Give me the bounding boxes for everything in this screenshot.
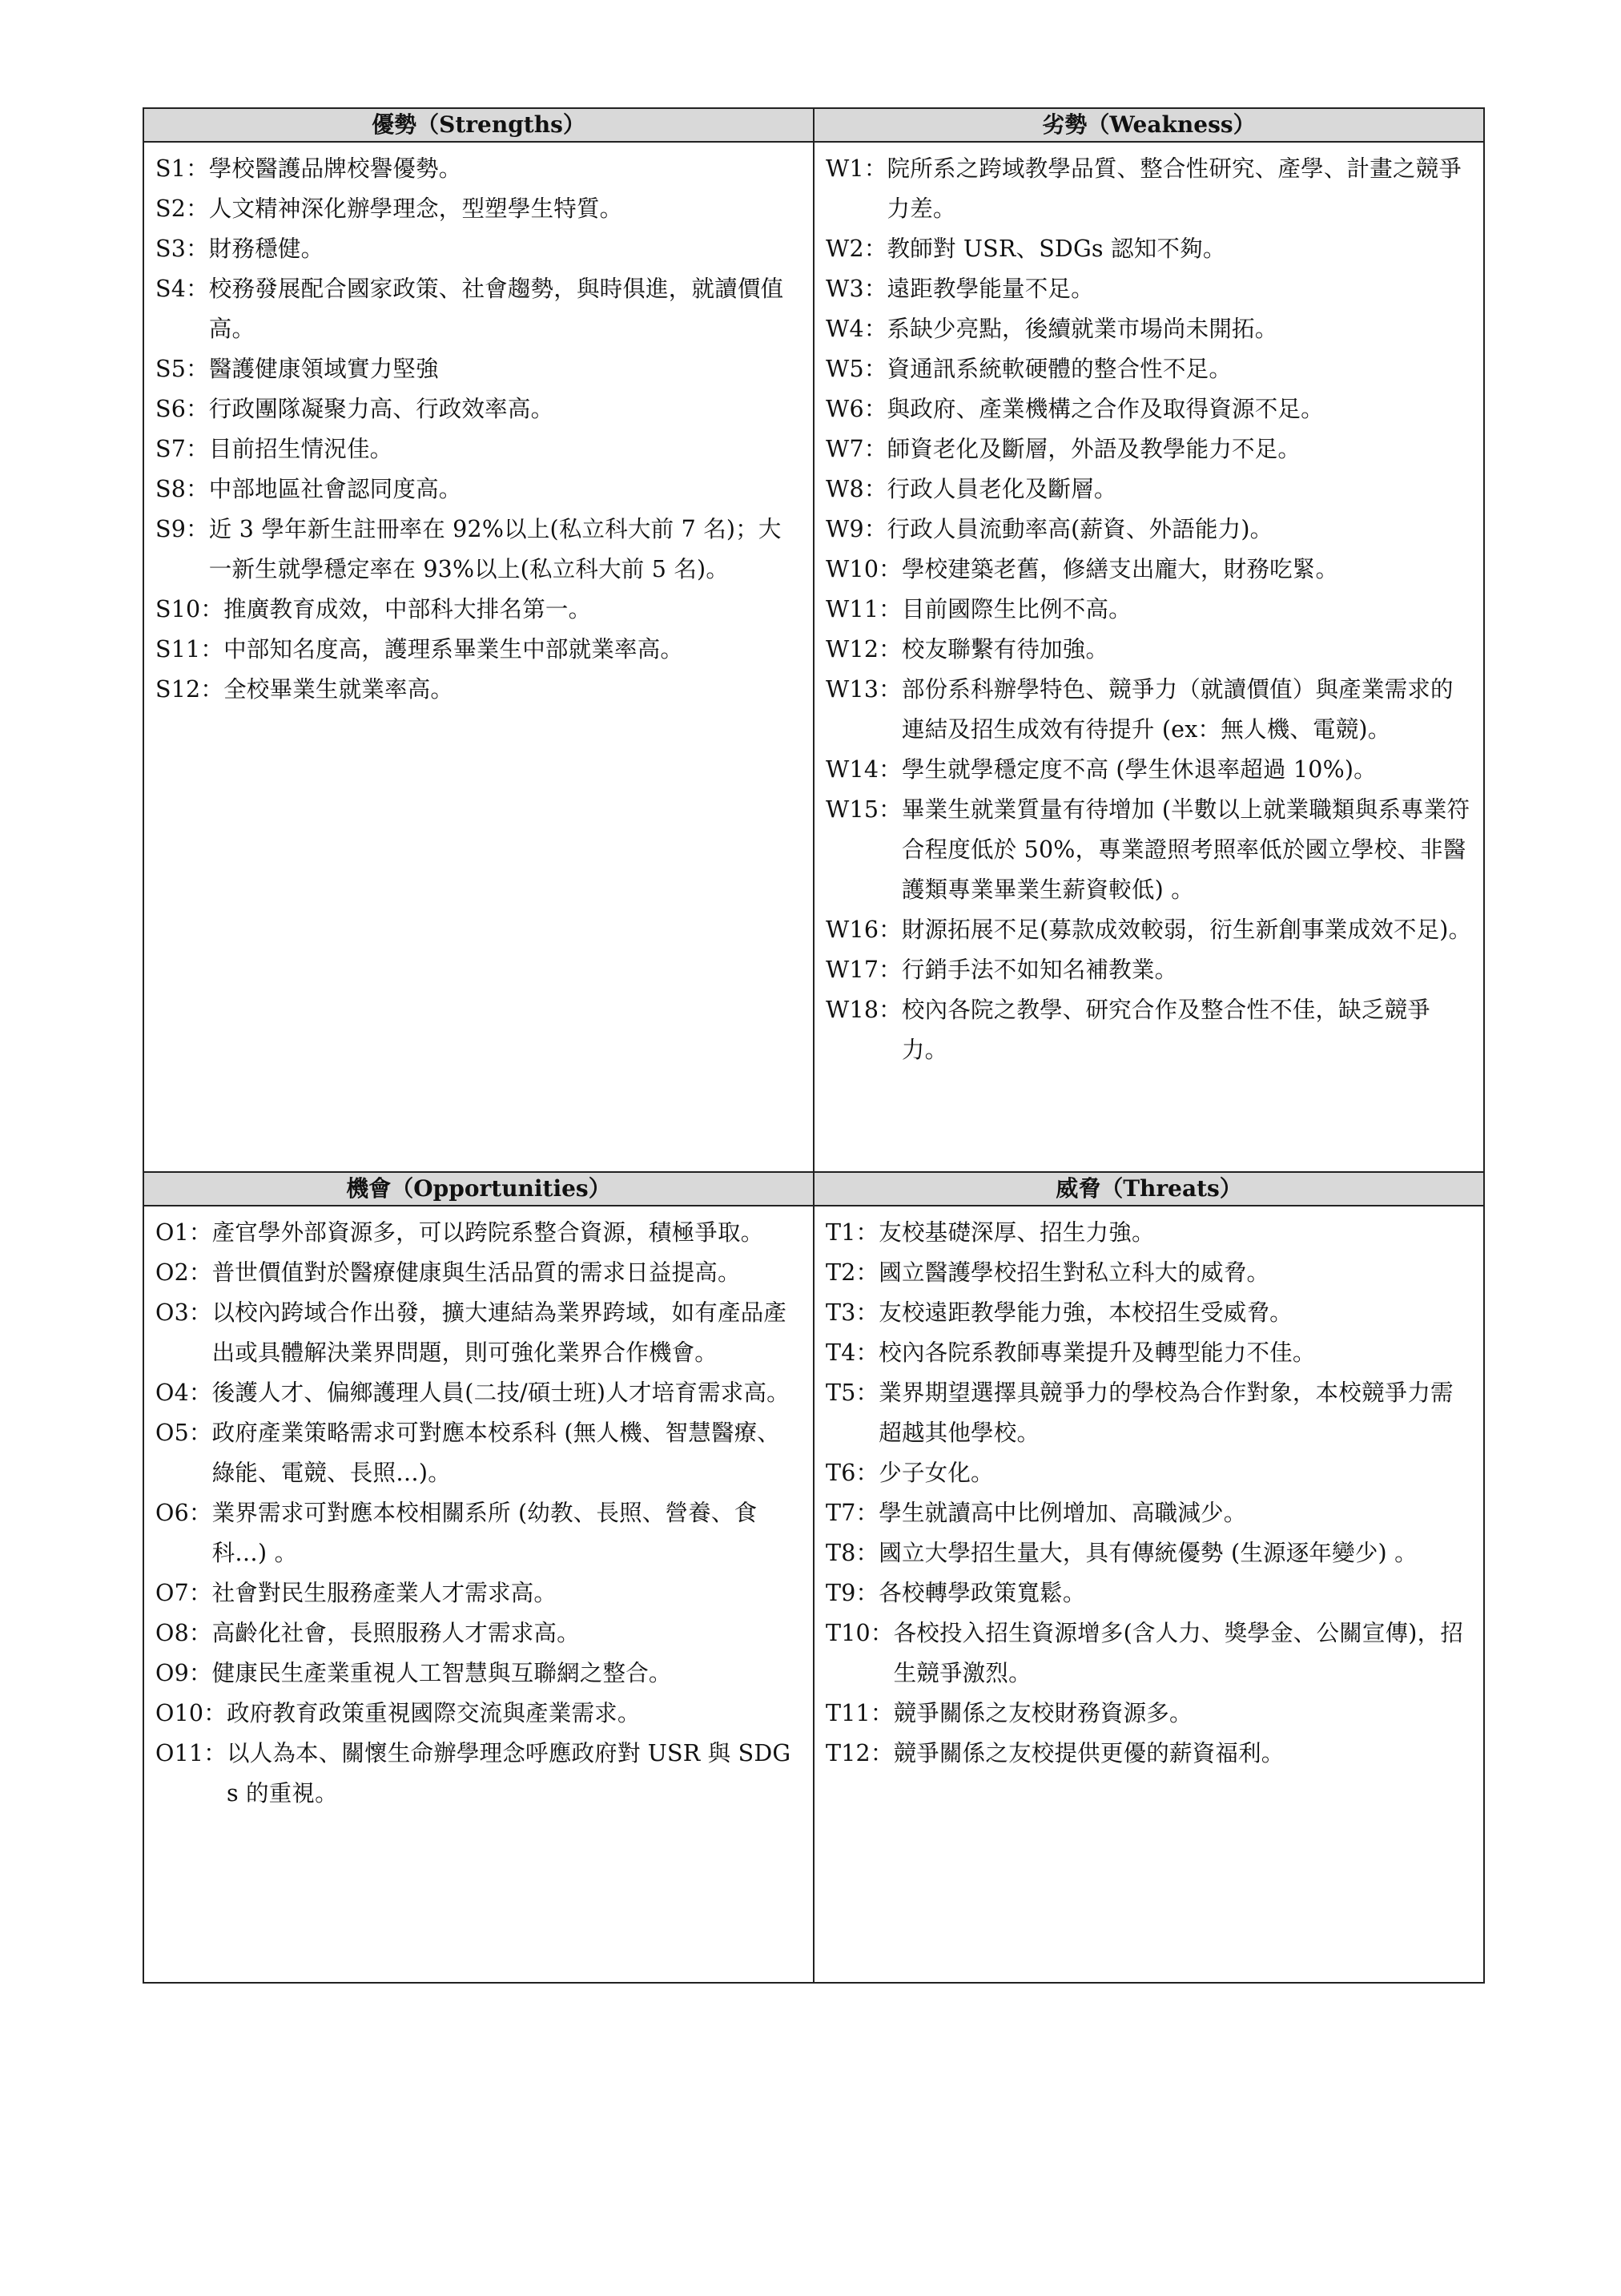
item-code: O3 ： bbox=[155, 1293, 212, 1373]
item-text: 行政人員老化及斷層。 bbox=[887, 476, 1117, 502]
opportunity-item bbox=[155, 1694, 802, 1734]
weakness-item bbox=[826, 790, 1472, 910]
threats-header: 威脅（Threats） bbox=[814, 1172, 1484, 1206]
weakness-item bbox=[826, 990, 1472, 1070]
item-code: W17 ： bbox=[826, 950, 902, 990]
swot-header-row-top bbox=[143, 108, 1484, 142]
item-text: 推廣教育成效，中部科大排名第一。 bbox=[223, 596, 592, 622]
strength-item bbox=[155, 389, 802, 429]
item-text: 學校建築老舊，修繕支出龐大，財務吃緊。 bbox=[901, 556, 1339, 582]
item-code: S12 ： bbox=[155, 670, 223, 710]
strength-item bbox=[155, 149, 802, 189]
item-code: O4 ： bbox=[155, 1373, 212, 1413]
strength-item bbox=[155, 269, 802, 349]
item-text: 以人為本、關懷生命辦學理念呼應政府對 USR 與 SDGs 的重視。 bbox=[226, 1740, 791, 1807]
item-code: S1 ： bbox=[155, 149, 209, 189]
weakness-item bbox=[826, 910, 1472, 950]
item-code: O9 ： bbox=[155, 1654, 212, 1694]
strengths-list bbox=[155, 149, 802, 710]
item-text: 全校畢業生就業率高。 bbox=[223, 676, 454, 703]
item-code: O11 ： bbox=[155, 1734, 227, 1814]
strength-item bbox=[155, 229, 802, 269]
swot-header-row-bottom bbox=[143, 1172, 1484, 1206]
item-text: 近 3 學年新生註冊率在 92%以上(私立科大前 7 名)；大一新生就學穩定率在 93%以上(私立科大前 5 名)。 bbox=[208, 516, 782, 582]
item-code: S2 ： bbox=[155, 189, 209, 229]
weakness-item bbox=[826, 429, 1472, 469]
item-text: 國立醫護學校招生對私立科大的威脅。 bbox=[879, 1259, 1270, 1286]
item-text: 校友聯繫有待加強。 bbox=[901, 636, 1109, 663]
weakness-item bbox=[826, 269, 1472, 309]
item-text: 政府教育政策重視國際交流與產業需求。 bbox=[226, 1700, 641, 1726]
item-code: S7 ： bbox=[155, 429, 209, 469]
opportunity-item bbox=[155, 1253, 802, 1293]
item-text: 政府產業策略需求可對應本校系科 (無人機、智慧醫療、綠能、電競、長照…)。 bbox=[211, 1420, 780, 1486]
item-text: 中部知名度高，護理系畢業生中部就業率高。 bbox=[223, 636, 684, 663]
threat-item bbox=[826, 1333, 1472, 1373]
item-code: W14 ： bbox=[826, 750, 902, 790]
strength-item bbox=[155, 630, 802, 670]
weakness-item bbox=[826, 349, 1472, 389]
item-code: T4 ： bbox=[826, 1333, 879, 1373]
item-text: 師資老化及斷層，外語及教學能力不足。 bbox=[887, 436, 1301, 462]
item-code: W3 ： bbox=[826, 269, 887, 309]
item-code: O10 ： bbox=[155, 1694, 227, 1734]
item-code: O8 ： bbox=[155, 1613, 212, 1654]
item-code: W16 ： bbox=[826, 910, 902, 950]
opportunity-item bbox=[155, 1654, 802, 1694]
item-code: W5 ： bbox=[826, 349, 887, 389]
strength-item bbox=[155, 670, 802, 710]
strength-item bbox=[155, 590, 802, 630]
threat-item bbox=[826, 1293, 1472, 1333]
item-code: S3 ： bbox=[155, 229, 209, 269]
item-text: 目前招生情況佳。 bbox=[208, 436, 393, 462]
item-code: T2 ： bbox=[826, 1253, 879, 1293]
item-code: W1 ： bbox=[826, 149, 887, 229]
weakness-item bbox=[826, 309, 1472, 349]
item-text: 少子女化。 bbox=[879, 1460, 994, 1486]
item-text: 與政府、產業機構之合作及取得資源不足。 bbox=[887, 396, 1324, 422]
weakness-item bbox=[826, 750, 1472, 790]
opportunity-item bbox=[155, 1373, 802, 1413]
opportunity-item bbox=[155, 1293, 802, 1373]
item-text: 教師對 USR、SDGs 認知不夠。 bbox=[887, 236, 1226, 262]
weakness-item bbox=[826, 590, 1472, 630]
weakness-item bbox=[826, 229, 1472, 269]
item-code: S8 ： bbox=[155, 469, 209, 510]
threats-list bbox=[826, 1213, 1472, 1774]
opportunities-header: 機會（Opportunities） bbox=[143, 1172, 814, 1206]
item-code: T5 ： bbox=[826, 1373, 879, 1453]
item-code: T6 ： bbox=[826, 1453, 879, 1493]
item-text: 學生就學穩定度不高 (學生休退率超過 10%)。 bbox=[901, 756, 1377, 783]
item-code: W15 ： bbox=[826, 790, 902, 910]
item-text: 競爭關係之友校財務資源多。 bbox=[893, 1700, 1193, 1726]
item-text: 以校內跨域合作出發，擴大連結為業界跨域，如有產品產出或具體解決業界問題，則可強化業界合作機會。 bbox=[211, 1299, 787, 1366]
strength-item bbox=[155, 189, 802, 229]
item-text: 競爭關係之友校提供更優的薪資福利。 bbox=[893, 1740, 1285, 1766]
item-code: O5 ： bbox=[155, 1413, 212, 1493]
item-text: 財源拓展不足(募款成效較弱，衍生新創事業成效不足)。 bbox=[901, 916, 1472, 943]
item-code: W11 ： bbox=[826, 590, 902, 630]
item-text: 遠距教學能量不足。 bbox=[887, 276, 1094, 302]
item-text: 友校遠距教學能力強，本校招生受威脅。 bbox=[879, 1299, 1293, 1326]
swot-table bbox=[143, 107, 1485, 1984]
opportunity-item bbox=[155, 1573, 802, 1613]
weakness-item bbox=[826, 389, 1472, 429]
item-code: O2 ： bbox=[155, 1253, 212, 1293]
item-code: W12 ： bbox=[826, 630, 902, 670]
threat-item bbox=[826, 1573, 1472, 1613]
opportunities-list bbox=[155, 1213, 802, 1814]
item-code: T1 ： bbox=[826, 1213, 879, 1253]
threat-item bbox=[826, 1453, 1472, 1493]
weakness-item bbox=[826, 149, 1472, 229]
opportunity-item bbox=[155, 1493, 802, 1573]
item-code: T12 ： bbox=[826, 1734, 894, 1774]
threat-item bbox=[826, 1373, 1472, 1453]
item-text: 行政人員流動率高(薪資、外語能力)。 bbox=[887, 516, 1273, 542]
opportunity-item bbox=[155, 1613, 802, 1654]
opportunity-item bbox=[155, 1213, 802, 1253]
item-code: W13 ： bbox=[826, 670, 902, 750]
item-text: 目前國際生比例不高。 bbox=[901, 596, 1132, 622]
item-code: W6 ： bbox=[826, 389, 887, 429]
threat-item bbox=[826, 1493, 1472, 1533]
item-text: 畢業生就業質量有待增加 (半數以上就業職類與系專業符合程度低於 50%，專業證照考照率低於國立學校、非醫護類專業畢業生薪資較低) 。 bbox=[901, 796, 1470, 903]
item-code: W9 ： bbox=[826, 510, 887, 550]
swot-content-row-top bbox=[143, 142, 1484, 1172]
item-text: 校務發展配合國家政策、社會趨勢，與時俱進，就讀價值高。 bbox=[208, 276, 784, 342]
item-code: W4 ： bbox=[826, 309, 887, 349]
item-code: W2 ： bbox=[826, 229, 887, 269]
item-text: 學校醫護品牌校譽優勢。 bbox=[208, 155, 462, 182]
weakness-item bbox=[826, 670, 1472, 750]
item-text: 財務穩健。 bbox=[208, 236, 324, 262]
item-text: 後護人才、偏鄉護理人員(二技/碩士班)人才培育需求高。 bbox=[211, 1380, 790, 1406]
threat-item bbox=[826, 1533, 1472, 1573]
item-text: 產官學外部資源多，可以跨院系整合資源，積極爭取。 bbox=[211, 1219, 764, 1246]
strengths-header: 優勢（Strengths） bbox=[143, 108, 814, 142]
weakness-item bbox=[826, 630, 1472, 670]
item-text: 各校轉學政策寬鬆。 bbox=[879, 1580, 1086, 1606]
weakness-item bbox=[826, 950, 1472, 990]
item-code: O1 ： bbox=[155, 1213, 212, 1253]
item-text: 國立大學招生量大，具有傳統優勢 (生源逐年變少) 。 bbox=[879, 1540, 1418, 1566]
item-text: 資通訊系統軟硬體的整合性不足。 bbox=[887, 356, 1233, 382]
weakness-item bbox=[826, 550, 1472, 590]
item-code: O7 ： bbox=[155, 1573, 212, 1613]
item-code: S5 ： bbox=[155, 349, 209, 389]
item-text: 友校基礎深厚、招生力強。 bbox=[879, 1219, 1155, 1246]
item-code: T8 ： bbox=[826, 1533, 879, 1573]
opportunities-cell bbox=[143, 1206, 814, 1983]
threats-cell bbox=[814, 1206, 1484, 1983]
strength-item bbox=[155, 429, 802, 469]
item-code: S4 ： bbox=[155, 269, 209, 349]
item-text: 醫護健康領域實力堅強 bbox=[208, 356, 439, 382]
weakness-list bbox=[826, 149, 1472, 1070]
item-code: S11 ： bbox=[155, 630, 223, 670]
item-text: 校內各院系教師專業提升及轉型能力不佳。 bbox=[879, 1339, 1316, 1366]
strengths-cell bbox=[143, 142, 814, 1172]
opportunity-item bbox=[155, 1413, 802, 1493]
item-code: S6 ： bbox=[155, 389, 209, 429]
item-text: 中部地區社會認同度高。 bbox=[208, 476, 462, 502]
item-text: 普世價值對於醫療健康與生活品質的需求日益提高。 bbox=[211, 1259, 741, 1286]
item-text: 業界需求可對應本校相關系所 (幼教、長照、營養、食科…) 。 bbox=[211, 1500, 758, 1566]
strength-item bbox=[155, 349, 802, 389]
item-text: 各校投入招生資源增多(含人力、獎學金、公關宣傳)，招生競爭激烈。 bbox=[893, 1620, 1464, 1686]
item-code: T10 ： bbox=[826, 1613, 894, 1694]
item-code: W7 ： bbox=[826, 429, 887, 469]
item-text: 系缺少亮點，後續就業市場尚未開拓。 bbox=[887, 316, 1278, 342]
item-code: O6 ： bbox=[155, 1493, 212, 1573]
strength-item bbox=[155, 510, 802, 590]
threat-item bbox=[826, 1253, 1472, 1293]
item-text: 人文精神深化辦學理念，型塑學生特質。 bbox=[208, 195, 623, 222]
item-text: 學生就讀高中比例增加、高職減少。 bbox=[879, 1500, 1247, 1526]
item-text: 行政團隊凝聚力高、行政效率高。 bbox=[208, 396, 554, 422]
item-code: W8 ： bbox=[826, 469, 887, 510]
item-code: S9 ： bbox=[155, 510, 209, 590]
swot-content-row-bottom bbox=[143, 1206, 1484, 1983]
threat-item bbox=[826, 1694, 1472, 1734]
threat-item bbox=[826, 1213, 1472, 1253]
item-text: 院所系之跨域教學品質、整合性研究、產學、計畫之競爭力差。 bbox=[887, 155, 1462, 222]
item-code: W10 ： bbox=[826, 550, 902, 590]
item-code: W18 ： bbox=[826, 990, 902, 1070]
item-text: 健康民生產業重視人工智慧與互聯網之整合。 bbox=[211, 1660, 672, 1686]
opportunity-item bbox=[155, 1734, 802, 1814]
item-text: 部份系科辦學特色、競爭力（就讀價值）與產業需求的連結及招生成效有待提升 (ex：無人機、電競)。 bbox=[901, 676, 1454, 743]
strength-item bbox=[155, 469, 802, 510]
item-text: 校內各院之教學、研究合作及整合性不佳，缺乏競爭力。 bbox=[901, 997, 1430, 1063]
weakness-item bbox=[826, 510, 1472, 550]
item-text: 業界期望選擇具競爭力的學校為合作對象，本校競爭力需超越其他學校。 bbox=[879, 1380, 1454, 1446]
item-code: T9 ： bbox=[826, 1573, 879, 1613]
threat-item bbox=[826, 1613, 1472, 1694]
weakness-header: 劣勢（Weakness） bbox=[814, 108, 1484, 142]
item-code: T11 ： bbox=[826, 1694, 894, 1734]
item-text: 行銷手法不如知名補教業。 bbox=[901, 957, 1178, 983]
weakness-cell bbox=[814, 142, 1484, 1172]
threat-item bbox=[826, 1734, 1472, 1774]
weakness-item bbox=[826, 469, 1472, 510]
item-text: 社會對民生服務產業人才需求高。 bbox=[211, 1580, 557, 1606]
item-text: 高齡化社會，長照服務人才需求高。 bbox=[211, 1620, 580, 1646]
item-code: T7 ： bbox=[826, 1493, 879, 1533]
item-code: T3 ： bbox=[826, 1293, 879, 1333]
item-code: S10 ： bbox=[155, 590, 223, 630]
